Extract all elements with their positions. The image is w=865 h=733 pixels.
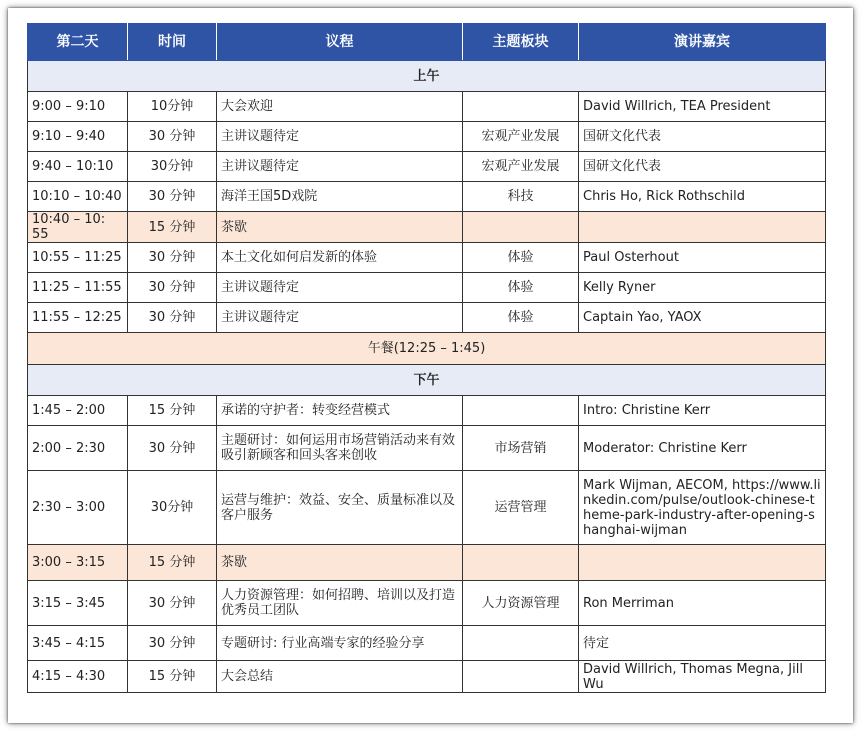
topic-cell: 人力资源管理 (463, 581, 579, 626)
lunch-label: 午餐(12:25 – 1:45) (28, 333, 826, 365)
speaker-cell: Paul Osterhout (579, 243, 826, 273)
duration-cell: 30 分钟 (128, 581, 217, 626)
header-topic: 主题板块 (463, 24, 579, 61)
duration-cell: 15 分钟 (128, 545, 217, 581)
agenda-cell: 大会总结 (217, 661, 463, 693)
topic-cell (463, 661, 579, 693)
time-cell: 11:55 – 12:25 (28, 303, 128, 333)
header-speaker: 演讲嘉宾 (579, 24, 826, 61)
header-day: 第二天 (28, 24, 128, 61)
topic-cell: 市场营销 (463, 426, 579, 471)
time-cell: 10:40 – 10: 55 (28, 212, 128, 243)
agenda-cell: 人力资源管理：如何招聘、培训以及打造优秀员工团队 (217, 581, 463, 626)
agenda-cell: 专题研讨: 行业高端专家的经验分享 (217, 626, 463, 661)
speaker-cell: 国研文化代表 (579, 152, 826, 182)
duration-cell: 30分钟 (128, 471, 217, 545)
time-cell: 4:15 – 4:30 (28, 661, 128, 693)
header-agenda: 议程 (217, 24, 463, 61)
duration-cell: 30 分钟 (128, 426, 217, 471)
time-cell: 2:30 – 3:00 (28, 471, 128, 545)
topic-cell (463, 396, 579, 426)
duration-cell: 30 分钟 (128, 243, 217, 273)
section-afternoon (28, 365, 826, 396)
speaker-cell (579, 545, 826, 581)
topic-cell (463, 92, 579, 122)
agenda-cell: 主题研讨：如何运用市场营销活动来有效吸引新顾客和回头客来创收 (217, 426, 463, 471)
duration-cell: 30 分钟 (128, 626, 217, 661)
agenda-cell: 主讲议题待定 (217, 152, 463, 182)
topic-cell: 体验 (463, 243, 579, 273)
speaker-cell: Chris Ho, Rick Rothschild (579, 182, 826, 212)
table-row (28, 273, 826, 303)
speaker-cell (579, 212, 826, 243)
duration-cell: 30 分钟 (128, 122, 217, 152)
topic-cell: 体验 (463, 303, 579, 333)
table-row (28, 182, 826, 212)
time-cell: 3:15 – 3:45 (28, 581, 128, 626)
speaker-cell: Intro: Christine Kerr (579, 396, 826, 426)
duration-cell: 30 分钟 (128, 273, 217, 303)
speaker-cell: David Willrich, TEA President (579, 92, 826, 122)
duration-cell: 30分钟 (128, 152, 217, 182)
table-row (28, 396, 826, 426)
table-row (28, 243, 826, 273)
table-row-tea-break (28, 212, 826, 243)
table-row (28, 303, 826, 333)
speaker-cell: 国研文化代表 (579, 122, 826, 152)
agenda-cell: 大会欢迎 (217, 92, 463, 122)
time-cell: 3:45 – 4:15 (28, 626, 128, 661)
time-cell: 10:55 – 11:25 (28, 243, 128, 273)
agenda-cell: 茶歇 (217, 212, 463, 243)
topic-cell: 运营管理 (463, 471, 579, 545)
duration-cell: 15 分钟 (128, 212, 217, 243)
agenda-cell: 主讲议题待定 (217, 273, 463, 303)
time-cell: 3:00 – 3:15 (28, 545, 128, 581)
section-morning (28, 61, 826, 92)
table-row (28, 426, 826, 471)
agenda-cell: 主讲议题待定 (217, 303, 463, 333)
agenda-cell: 海洋王国5D戏院 (217, 182, 463, 212)
topic-cell: 科技 (463, 182, 579, 212)
speaker-cell: David Willrich, Thomas Megna, Jill Wu (579, 661, 826, 693)
table-row-tea-break (28, 545, 826, 581)
table-row (28, 626, 826, 661)
time-cell: 2:00 – 2:30 (28, 426, 128, 471)
duration-cell: 15 分钟 (128, 396, 217, 426)
agenda-cell: 本土文化如何启发新的体验 (217, 243, 463, 273)
topic-cell: 宏观产业发展 (463, 152, 579, 182)
topic-cell (463, 545, 579, 581)
header-row (28, 24, 826, 61)
header-time: 时间 (128, 24, 217, 61)
table-row (28, 661, 826, 693)
speaker-cell: Mark Wijman, AECOM, https://www.linkedin.com/pulse/outlook-chinese-theme-park-industry-after-opening-shanghai-wijman (579, 471, 826, 545)
section-label: 下午 (28, 365, 826, 396)
duration-cell: 10分钟 (128, 92, 217, 122)
agenda-cell: 茶歇 (217, 545, 463, 581)
topic-cell (463, 212, 579, 243)
time-cell: 9:40 – 10:10 (28, 152, 128, 182)
speaker-cell: 待定 (579, 626, 826, 661)
table-row (28, 581, 826, 626)
duration-cell: 15 分钟 (128, 661, 217, 693)
time-cell: 10:10 – 10:40 (28, 182, 128, 212)
topic-cell (463, 626, 579, 661)
agenda-table (27, 23, 826, 693)
speaker-cell: Kelly Ryner (579, 273, 826, 303)
speaker-cell: Captain Yao, YAOX (579, 303, 826, 333)
time-cell: 1:45 – 2:00 (28, 396, 128, 426)
duration-cell: 30 分钟 (128, 303, 217, 333)
section-label: 上午 (28, 61, 826, 92)
agenda-cell: 运营与维护：效益、安全、质量标准以及客户服务 (217, 471, 463, 545)
table-row (28, 122, 826, 152)
time-cell: 9:10 – 9:40 (28, 122, 128, 152)
topic-cell: 体验 (463, 273, 579, 303)
table-row (28, 471, 826, 545)
table-row (28, 152, 826, 182)
speaker-cell: Ron Merriman (579, 581, 826, 626)
topic-cell: 宏观产业发展 (463, 122, 579, 152)
time-cell: 11:25 – 11:55 (28, 273, 128, 303)
section-lunch (28, 333, 826, 365)
table-row (28, 92, 826, 122)
time-cell: 9:00 – 9:10 (28, 92, 128, 122)
agenda-cell: 主讲议题待定 (217, 122, 463, 152)
agenda-cell: 承诺的守护者：转变经营模式 (217, 396, 463, 426)
duration-cell: 30 分钟 (128, 182, 217, 212)
speaker-cell: Moderator: Christine Kerr (579, 426, 826, 471)
